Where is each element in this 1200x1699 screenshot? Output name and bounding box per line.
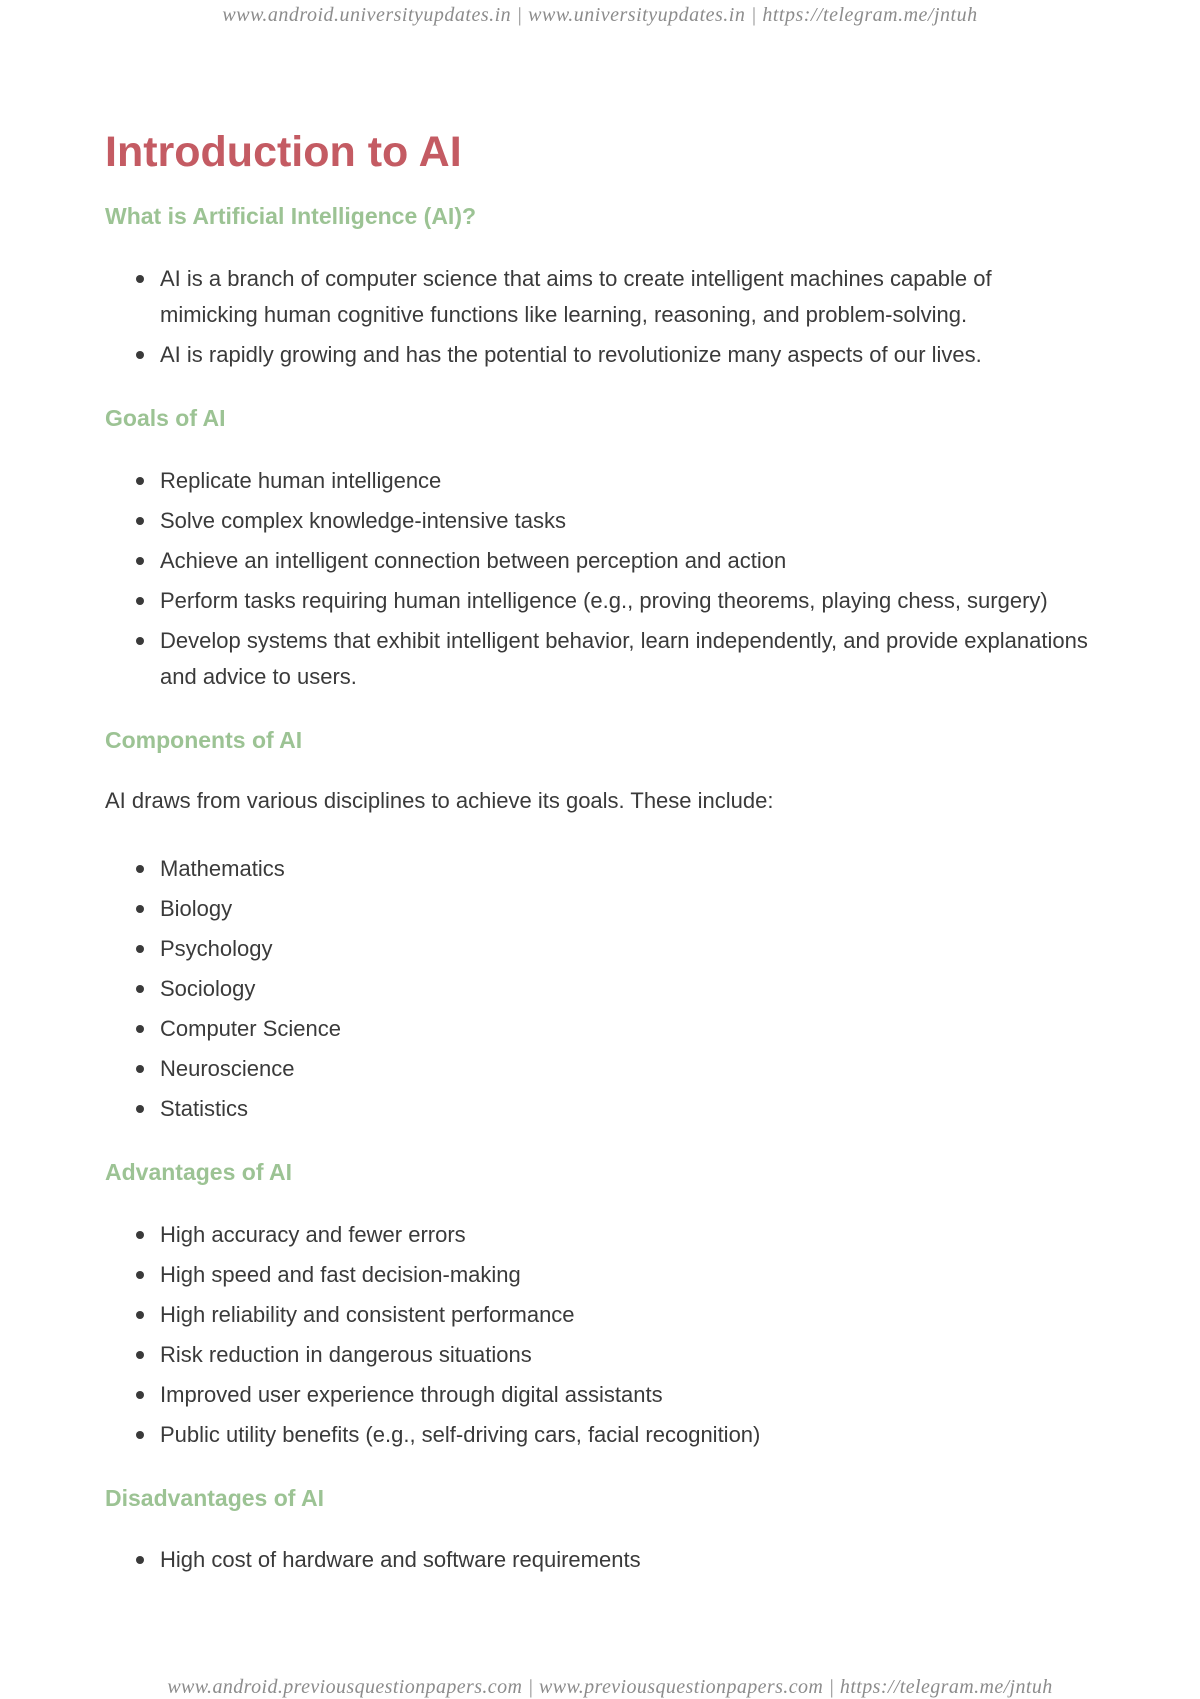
list-item: Risk reduction in dangerous situations	[160, 1337, 1095, 1373]
section-advantages-of-ai	[105, 1159, 1095, 1453]
footer-watermark: www.android.previousquestionpapers.com | www.previousquestionpapers.com | https://telegram.me/jntuh	[167, 1676, 1053, 1698]
list-item: High speed and fast decision-making	[160, 1257, 1095, 1293]
list-item: Replicate human intelligence	[160, 463, 1095, 499]
bullet-list	[105, 463, 1095, 695]
section-heading: Goals of AI	[105, 405, 226, 432]
section-intro: AI draws from various disciplines to achieve its goals. These include:	[105, 788, 774, 814]
list-item: High cost of hardware and software requirements	[160, 1542, 1095, 1578]
bullet-list	[105, 1542, 1095, 1578]
list-item: AI is rapidly growing and has the potential to revolutionize many aspects of our lives.	[160, 337, 1095, 373]
list-item: Public utility benefits (e.g., self-driving cars, facial recognition)	[160, 1417, 1095, 1453]
list-item: Computer Science	[160, 1011, 1095, 1047]
list-item: Neuroscience	[160, 1051, 1095, 1087]
bullet-list	[105, 1217, 1095, 1453]
list-item: Statistics	[160, 1091, 1095, 1127]
bullet-list	[105, 851, 1095, 1127]
bullet-list	[105, 261, 1095, 373]
section-heading: Components of AI	[105, 726, 303, 753]
list-item: Improved user experience through digital assistants	[160, 1377, 1095, 1413]
section-components-of-ai	[105, 727, 1095, 1128]
section-heading: Disadvantages of AI	[105, 1484, 324, 1511]
page-title: Introduction to AI	[105, 128, 462, 176]
list-item: Sociology	[160, 971, 1095, 1007]
list-item: High reliability and consistent performance	[160, 1297, 1095, 1333]
list-item: AI is a branch of computer science that aims to create intelligent machines capable of mimicking human cognitive functions like learning, reasoning, and problem-solving.	[160, 261, 1095, 333]
list-item: Solve complex knowledge-intensive tasks	[160, 503, 1095, 539]
list-item: Psychology	[160, 931, 1095, 967]
section-what-is-ai	[105, 203, 1095, 373]
list-item: Develop systems that exhibit intelligent behavior, learn independently, and provide explanations and advice to users.	[160, 623, 1095, 695]
list-item: Biology	[160, 891, 1095, 927]
section-goals-of-ai	[105, 405, 1095, 695]
section-heading: What is Artificial Intelligence (AI)?	[105, 203, 477, 230]
document-body	[105, 128, 1095, 1610]
list-item: High accuracy and fewer errors	[160, 1217, 1095, 1253]
list-item: Mathematics	[160, 851, 1095, 887]
header-watermark: www.android.universityupdates.in | www.universityupdates.in | https://telegram.me/jntuh	[222, 4, 978, 26]
list-item: Achieve an intelligent connection between perception and action	[160, 543, 1095, 579]
section-disadvantages-of-ai	[105, 1485, 1095, 1579]
list-item: Perform tasks requiring human intelligence (e.g., proving theorems, playing chess, surgery)	[160, 583, 1095, 619]
section-heading: Advantages of AI	[105, 1159, 293, 1186]
